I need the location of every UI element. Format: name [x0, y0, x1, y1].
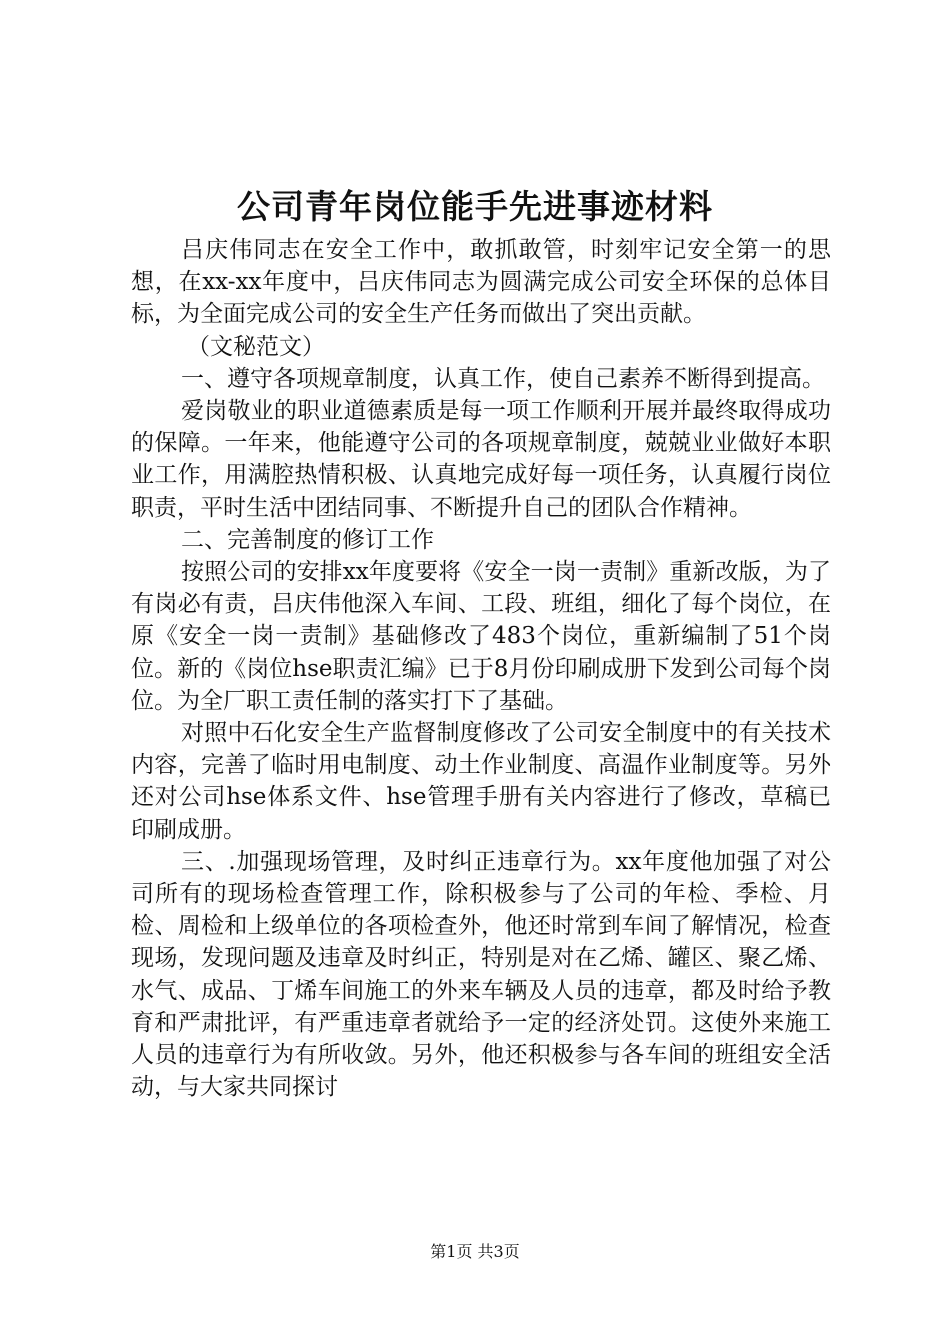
paragraph-section-1: 爱岗敬业的职业道德素质是每一项工作顺利开展并最终取得成功的保障。一年来，他能遵守公司的各项规章制度，兢兢业业做好本职业工作，用满腔热情积极、认真地完成好每一项任务，认真履行岗位职责，平时生活中团结同事、不断提升自己的团队合作精神。: [131, 398, 831, 521]
page-footer: 第1页 共3页: [430, 1242, 520, 1261]
section-heading-1: 一、遵守各项规章制度，认真工作，使自己素养不断得到提高。: [181, 365, 825, 392]
document-body: [131, 234, 831, 1103]
paragraph-intro: 吕庆伟同志在安全工作中，敢抓敢管，时刻牢记安全第一的思想，在xx-xx年度中，吕庆伟同志为圆满完成公司安全环保的总体目标，为全面完成公司的安全生产任务而做出了突出贡献。: [131, 237, 831, 328]
paragraph-section-2a: 按照公司的安排xx年度要将《安全一岗一责制》重新改版，为了有岗必有责，吕庆伟他深入车间、工段、班组，细化了每个岗位，在原《安全一岗一责制》基础修改了483个岗位，重新编制了51个岗位。新的《岗位hse职责汇编》已于8月份印刷成册下发到公司每个岗位。为全厂职工责任制的落实打下了基础。: [131, 559, 831, 714]
document-title: 公司青年岗位能手先进事迹材料: [237, 187, 713, 226]
paragraph-note: （文秘范文）: [187, 333, 325, 360]
section-heading-2: 二、完善制度的修订工作: [181, 526, 434, 553]
paragraph-section-3: 三、.加强现场管理，及时纠正违章行为。xx年度他加强了对公司所有的现场检查管理工作，除积极参与了公司的年检、季检、月检、周检和上级单位的各项检查外，他还时常到车间了解情况，检查现场，发现问题及违章及时纠正，特别是对在乙烯、罐区、聚乙烯、水气、成品、丁烯车间施工的外来车辆及人员的违章，都及时给予教育和严肃批评，有严重违章者就给予一定的经济处罚。这使外来施工人员的违章行为有所收敛。另外，他还积极参与各车间的班组安全活动，与大家共同探讨: [131, 848, 831, 1101]
paragraph-section-2b: 对照中石化安全生产监督制度修改了公司安全制度中的有关技术内容，完善了临时用电制度、动土作业制度、高温作业制度等。另外还对公司hse体系文件、hse管理手册有关内容进行了修改，草稿已印刷成册。: [131, 720, 831, 843]
